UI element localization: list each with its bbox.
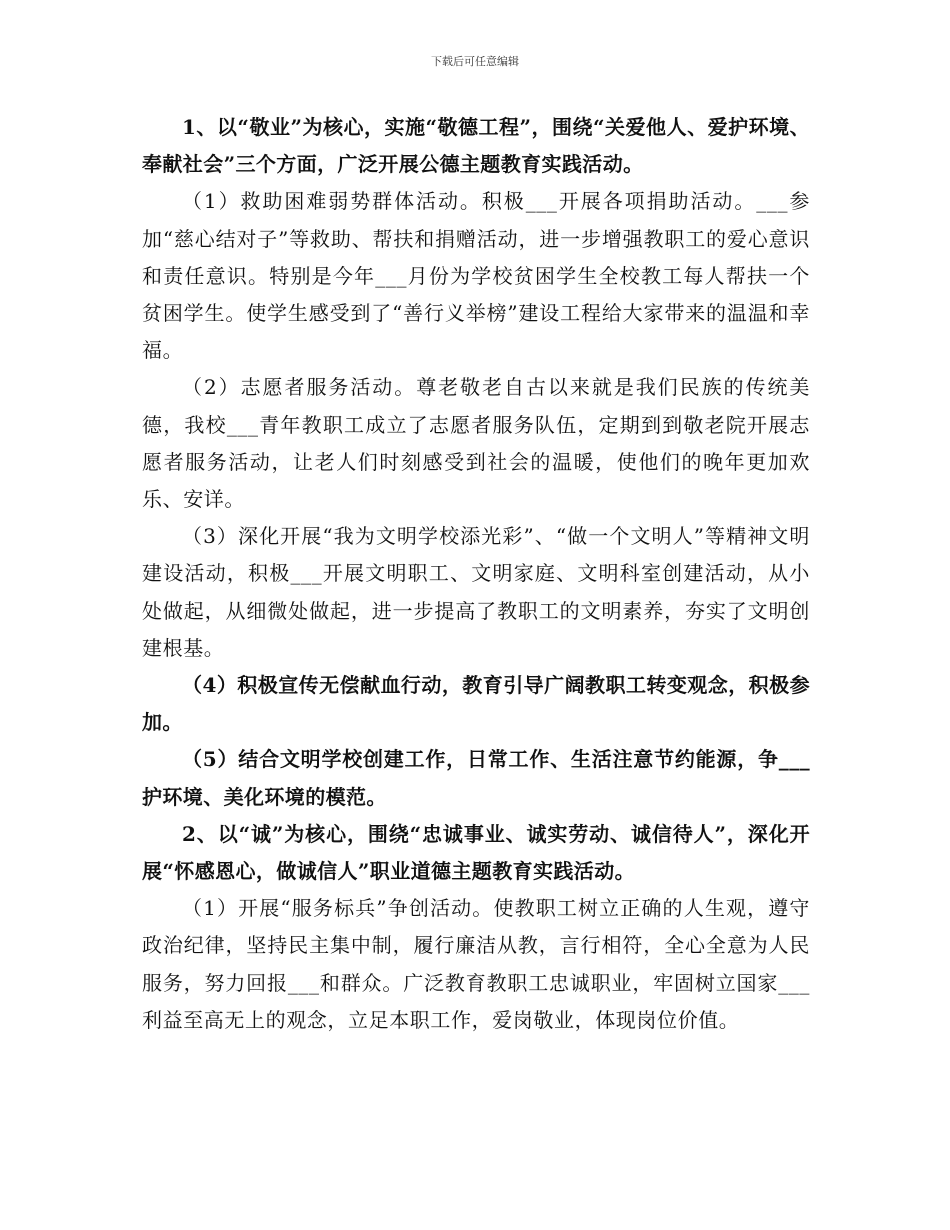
- paragraph-1-5: （5）结合文明学校创建工作，日常工作、生活注意节约能源，争___护环境、美化环境的模范。: [142, 747, 810, 809]
- paragraph-1-3: （3）深化开展“我为文明学校添光彩”、“做一个文明人”等精神文明建设活动，积极___开展文明职工、文明家庭、文明科室创建活动，从小处做起，从细微处做起，进一步提高了教职工的文明素养，夯实了文明创建根基。: [142, 524, 810, 660]
- page-header: 下载后可任意编辑: [431, 55, 519, 68]
- document-body: [142, 109, 810, 1039]
- paragraph-2-1: （1）开展“服务标兵”争创活动。使教职工树立正确的人生观，遵守政治纪律，坚持民主集中制，履行廉洁从教，言行相符，全心全意为人民服务，努力回报___和群众。广泛教育教职工忠诚职业，牢固树立国家___利益至高无上的观念，立足本职工作，爱岗敬业，体现岗位价值。: [142, 896, 810, 1032]
- section-2-heading: 2、以“诚”为核心，围绕“忠诚事业、诚实劳动、诚信待人”，深化开展“怀感恩心，做诚信人”职业道德主题教育实践活动。: [142, 821, 810, 884]
- paragraph-1-4: （4）积极宣传无偿献血行动，教育引导广阔教职工转变观念，积极参加。: [142, 673, 810, 735]
- section-1-heading: 1、以“敬业”为核心，实施“敬德工程”，围绕“关爱他人、爱护环境、奉献社会”三个方面，广泛开展公德主题教育实践活动。: [142, 115, 810, 177]
- paragraph-1-1: （1）救助困难弱势群体活动。积极___开展各项捐助活动。___参加“慈心结对子”等救助、帮扶和捐赠活动，进一步增强教职工的爱心意识和责任意识。特别是今年___月份为学校贫困学生全校教工每人帮扶一个贫困学生。使学生感受到了“善行义举榜”建设工程给大家带来的温温和幸福。: [142, 189, 810, 363]
- paragraph-1-2: （2）志愿者服务活动。尊老敬老自古以来就是我们民族的传统美德，我校___青年教职工成立了志愿者服务队伍，定期到到敬老院开展志愿者服务活动，让老人们时刻感受到社会的温暖，使他们的晚年更加欢乐、安详。: [142, 375, 810, 512]
